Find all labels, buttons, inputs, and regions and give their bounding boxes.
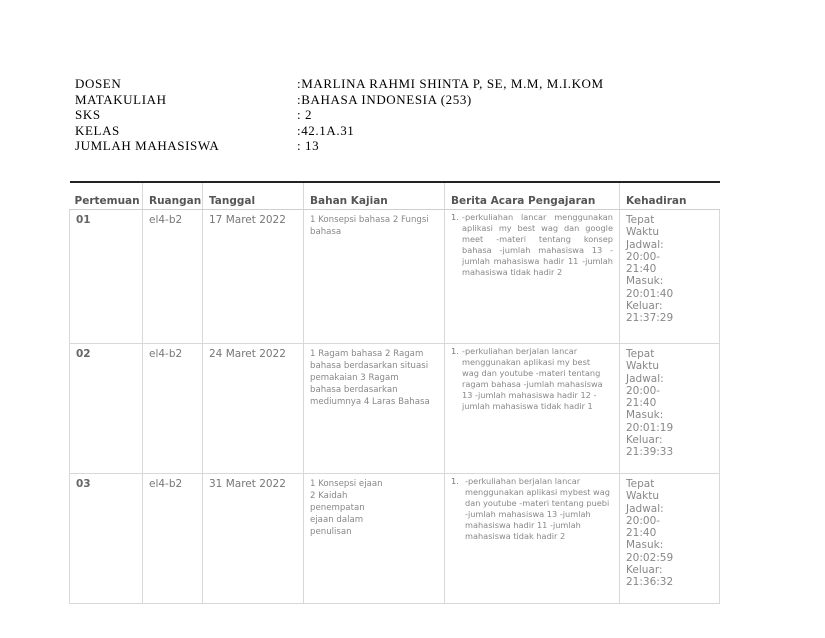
jumlah-row	[75, 138, 604, 154]
dosen-row	[75, 76, 604, 92]
tanggal-cell: 17 Maret 2022	[203, 210, 304, 344]
kelas-label: KELAS	[75, 122, 120, 138]
pertemuan-cell: 02	[70, 344, 143, 474]
jumlah-label: JUMLAH MAHASISWA	[75, 138, 220, 153]
kehadiran-cell	[620, 210, 720, 344]
kehadiran-text: Tepat Waktu Jadwal: 20:00-21:40 Masuk: 20:01:40 Keluar: 21:37:29	[626, 214, 674, 325]
bahan-cell	[304, 210, 445, 344]
berita-cell	[445, 210, 620, 344]
header-berita-acara: Berita Acara Pengajaran	[445, 182, 620, 210]
bahan-text: 1 Konsepsi ejaan 2 Kaidah penempatan ejaan dalam penulisan	[310, 479, 383, 537]
table-row	[70, 474, 720, 604]
berita-cell	[445, 474, 620, 604]
attendance-table	[69, 181, 720, 604]
berita-cell	[445, 344, 620, 474]
ruangan-cell: el4-b2	[143, 210, 203, 344]
matakuliah-row	[75, 92, 604, 108]
header-bahan-kajian: Bahan Kajian	[304, 182, 445, 210]
bahan-text: 1 Ragam bahasa 2 Ragam bahasa berdasarkan situasi pemakaian 3 Ragam bahasa berdasarkan mediumnya 4 Laras Bahasa	[310, 349, 430, 407]
ruangan-cell: el4-b2	[143, 474, 203, 604]
matakuliah-label: MATAKULIAH	[75, 91, 167, 107]
tanggal-cell: 24 Maret 2022	[203, 344, 304, 474]
ruangan-cell: el4-b2	[143, 344, 203, 474]
berita-number: 1.	[451, 476, 459, 486]
header-tanggal: Tanggal	[203, 182, 304, 210]
header-ruangan: Ruangan	[143, 182, 203, 210]
dosen-value: :MARLINA RAHMI SHINTA P, SE, M.M, M.I.KOM	[297, 76, 604, 91]
berita-text: -perkuliahan berjalan lancar menggunakan aplikasi my best wag dan youtube -materi tentang ragam bahasa -jumlah mahasiswa 13 -jumlah mahasiswa hadir 12 -jumlah mahasiswa tidak hadir 1	[462, 346, 603, 411]
pertemuan-cell: 03	[70, 474, 143, 604]
bahan-text: 1 Konsepsi bahasa 2 Fungsi bahasa	[310, 215, 429, 237]
berita-number: 1.	[451, 346, 459, 356]
berita-item	[451, 346, 613, 412]
table-row	[70, 344, 720, 474]
kehadiran-cell	[620, 344, 720, 474]
dosen-label: DOSEN	[75, 76, 122, 91]
pertemuan-cell: 01	[70, 210, 143, 344]
kehadiran-cell	[620, 474, 720, 604]
table-header-row	[70, 182, 720, 210]
table-row	[70, 210, 720, 344]
berita-item	[451, 212, 613, 278]
kelas-row	[75, 123, 604, 139]
jumlah-value: : 13	[297, 138, 320, 153]
berita-text: -perkuliahan berjalan lancar menggunakan aplikasi mybest wag dan youtube -materi tentang puebi -jumlah mahasiswa 13 -jumlah mahasiswa hadir 11 -jumlah mahasiswa tidak hadir 2	[465, 476, 610, 541]
berita-text: -perkuliahan lancar menggunakan aplikasi my best wag dan google meet -materi tentang konsep bahasa -jumlah mahasiswa 13 -jumlah mahasiswa hadir 11 -jumlah mahasiswa tidak hadir 2	[462, 212, 613, 277]
sks-label: SKS	[75, 107, 101, 122]
kelas-value: :42.1A.31	[297, 122, 355, 138]
header-pertemuan: Pertemuan	[70, 182, 143, 210]
berita-number: 1.	[451, 212, 459, 222]
bahan-cell	[304, 344, 445, 474]
header-kehadiran: Kehadiran	[620, 182, 720, 210]
berita-item	[451, 476, 613, 542]
course-info	[75, 76, 604, 154]
kehadiran-text: Tepat Waktu Jadwal: 20:00-21:40 Masuk: 20:02:59 Keluar: 21:36:32	[626, 478, 674, 589]
kehadiran-text: Tepat Waktu Jadwal: 20:00-21:40 Masuk: 20:01:19 Keluar: 21:39:33	[626, 348, 674, 459]
tanggal-cell: 31 Maret 2022	[203, 474, 304, 604]
matakuliah-value: :BAHASA INDONESIA (253)	[297, 91, 472, 107]
sks-row	[75, 107, 604, 123]
bahan-cell	[304, 474, 445, 604]
sks-value: : 2	[297, 107, 313, 122]
